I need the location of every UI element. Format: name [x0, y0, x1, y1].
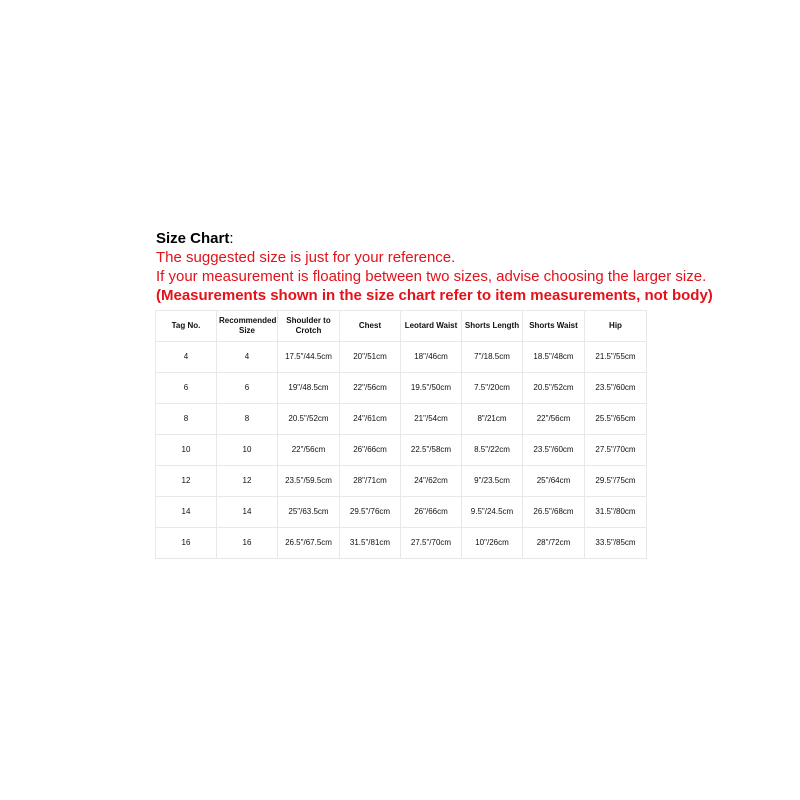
table-cell: 25"/64cm — [523, 466, 585, 497]
reference-note: The suggested size is just for your reference. — [156, 249, 456, 266]
table-cell: 21"/54cm — [401, 404, 462, 435]
size-chart-table — [155, 310, 647, 559]
table-cell: 29.5"/75cm — [585, 466, 647, 497]
table-row — [156, 497, 647, 528]
table-cell: 28"/72cm — [523, 528, 585, 559]
column-header-hip: Hip — [585, 311, 647, 342]
table-cell: 12 — [156, 466, 217, 497]
table-cell: 12 — [217, 466, 278, 497]
column-header-chest: Chest — [340, 311, 401, 342]
table-cell: 26.5"/67.5cm — [278, 528, 340, 559]
table-cell: 16 — [217, 528, 278, 559]
table-cell: 24"/61cm — [340, 404, 401, 435]
table-row — [156, 435, 647, 466]
size-chart-title: Size Chart — [156, 230, 230, 247]
table-cell: 23.5"/60cm — [523, 435, 585, 466]
table-cell: 8 — [156, 404, 217, 435]
table-cell: 21.5"/55cm — [585, 342, 647, 373]
column-header-recommended-size: Recommended Size — [217, 311, 278, 342]
column-header-leotard-waist: Leotard Waist — [401, 311, 462, 342]
table-cell: 25.5"/65cm — [585, 404, 647, 435]
table-cell: 22"/56cm — [278, 435, 340, 466]
table-cell: 31.5"/81cm — [340, 528, 401, 559]
table-cell: 10 — [217, 435, 278, 466]
column-header-shorts-waist: Shorts Waist — [523, 311, 585, 342]
larger-size-advice: If your measurement is floating between two sizes, advise choosing the larger size. — [156, 268, 707, 285]
table-cell: 17.5"/44.5cm — [278, 342, 340, 373]
table-cell: 4 — [156, 342, 217, 373]
table-cell: 25"/63.5cm — [278, 497, 340, 528]
size-chart-title-colon: : — [229, 230, 234, 247]
table-cell: 27.5"/70cm — [401, 528, 462, 559]
table-cell: 16 — [156, 528, 217, 559]
table-cell: 23.5"/59.5cm — [278, 466, 340, 497]
table-cell: 26"/66cm — [340, 435, 401, 466]
table-cell: 29.5"/76cm — [340, 497, 401, 528]
table-cell: 8.5"/22cm — [462, 435, 523, 466]
table-cell: 18.5"/48cm — [523, 342, 585, 373]
size-chart-heading — [156, 229, 713, 305]
table-cell: 4 — [217, 342, 278, 373]
table-cell: 7"/18.5cm — [462, 342, 523, 373]
table-cell: 26.5"/68cm — [523, 497, 585, 528]
table-cell: 20.5"/52cm — [278, 404, 340, 435]
table-cell: 8 — [217, 404, 278, 435]
table-cell: 22"/56cm — [340, 373, 401, 404]
column-header-tag-no: Tag No. — [156, 311, 217, 342]
table-cell: 6 — [217, 373, 278, 404]
table-cell: 14 — [217, 497, 278, 528]
size-chart-title-line — [156, 229, 656, 248]
table-cell: 28"/71cm — [340, 466, 401, 497]
table-cell: 14 — [156, 497, 217, 528]
table-cell: 23.5"/60cm — [585, 373, 647, 404]
table-header-row — [156, 311, 647, 342]
table-cell: 22.5"/58cm — [401, 435, 462, 466]
table-cell: 10"/26cm — [462, 528, 523, 559]
table-cell: 22"/56cm — [523, 404, 585, 435]
column-header-shorts-length: Shorts Length — [462, 311, 523, 342]
table-row — [156, 373, 647, 404]
table-cell: 20.5"/52cm — [523, 373, 585, 404]
table-cell: 20"/51cm — [340, 342, 401, 373]
table-cell: 10 — [156, 435, 217, 466]
table-cell: 7.5"/20cm — [462, 373, 523, 404]
table-cell: 27.5"/70cm — [585, 435, 647, 466]
item-measurement-note: (Measurements shown in the size chart refer to item measurements, not body) — [156, 287, 713, 304]
table-cell: 26"/66cm — [401, 497, 462, 528]
table-cell: 24"/62cm — [401, 466, 462, 497]
table-cell: 19"/48.5cm — [278, 373, 340, 404]
table-cell: 8"/21cm — [462, 404, 523, 435]
table-cell: 9"/23.5cm — [462, 466, 523, 497]
table-cell: 9.5"/24.5cm — [462, 497, 523, 528]
table-row — [156, 342, 647, 373]
table-row — [156, 404, 647, 435]
table-cell: 33.5"/85cm — [585, 528, 647, 559]
column-header-shoulder-to-crotch: Shoulder to Crotch — [278, 311, 340, 342]
table-row — [156, 528, 647, 559]
table-cell: 19.5"/50cm — [401, 373, 462, 404]
table-cell: 31.5"/80cm — [585, 497, 647, 528]
table-row — [156, 466, 647, 497]
table-cell: 6 — [156, 373, 217, 404]
table-cell: 18"/46cm — [401, 342, 462, 373]
